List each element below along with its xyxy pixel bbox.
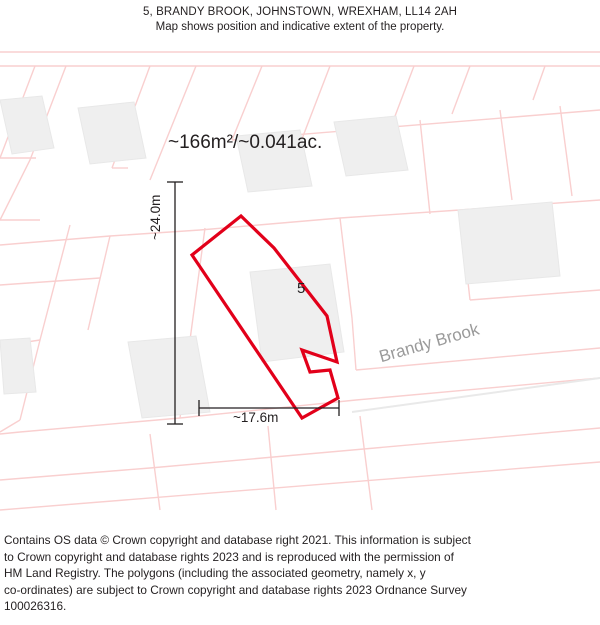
footer-divider (0, 528, 600, 529)
footer-line-2: to Crown copyright and database rights 2023 and is reproduced with the permission of (4, 549, 454, 564)
plot-number-label: 5 (297, 280, 306, 297)
header (0, 0, 600, 35)
height-dimension-label: ~24.0m (148, 194, 163, 240)
page-subtitle: Map shows position and indicative extent of the property. (155, 21, 445, 33)
map-canvas[interactable] (0, 40, 600, 530)
footer-line-4: co-ordinates) are subject to Crown copyright and database rights 2023 Ordnance Survey (4, 582, 467, 597)
page-title: 5, BRANDY BROOK, JOHNSTOWN, WREXHAM, LL14 2AH (142, 6, 457, 18)
copyright-footer (0, 532, 600, 615)
road-name-label: Brandy Brook (377, 319, 482, 367)
footer-line-5: 100026316. (4, 599, 67, 613)
width-dimension-label: ~17.6m (233, 410, 279, 425)
road-brandy-brook (352, 378, 600, 412)
area-label: ~166m²/~0.041ac. (168, 132, 323, 153)
footer-line-1: Contains OS data © Crown copyright and database right 2021. This information is subject (4, 533, 471, 547)
footer-line-3: HM Land Registry. The polygons (including the associated geometry, namely x, y (4, 566, 426, 580)
